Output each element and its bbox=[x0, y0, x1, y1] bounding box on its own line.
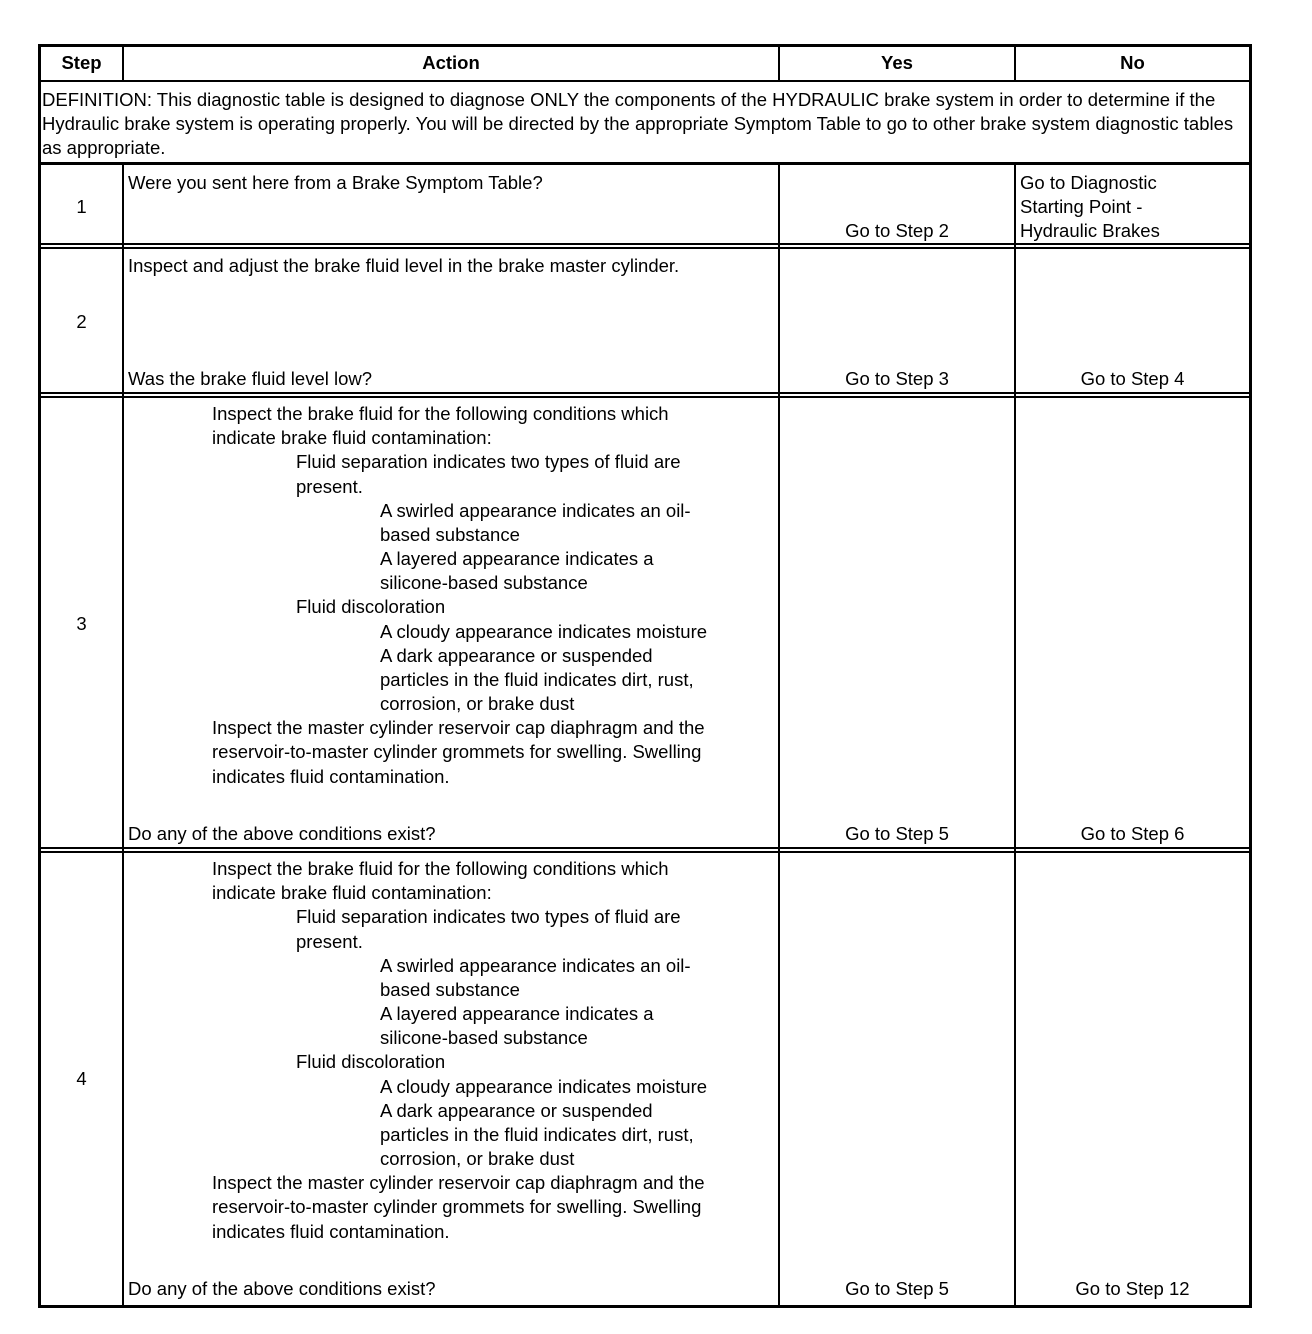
col-rule bbox=[778, 164, 780, 1306]
action-line: particles in the fluid indicates dirt, rust, bbox=[380, 669, 694, 690]
action-line: indicate brake fluid contamination: bbox=[212, 882, 492, 903]
action-line: A layered appearance indicates a bbox=[380, 548, 654, 569]
row-rule bbox=[38, 847, 1252, 849]
action-line: A cloudy appearance indicates moisture bbox=[380, 1076, 708, 1097]
action-text: Were you sent here from a Brake Symptom Table? bbox=[128, 172, 543, 193]
no-action: Go to Step 4 bbox=[1080, 368, 1185, 389]
header-yes: Yes bbox=[881, 52, 913, 73]
action-line: A layered appearance indicates a bbox=[380, 1003, 654, 1024]
no-action: Go to Step 12 bbox=[1075, 1278, 1190, 1299]
definition-text: DEFINITION: This diagnostic table is designed to diagnose ONLY the components of the HYDRAULIC brake system in order to determine if the Hydraulic brake system is operating properly. You will be directed by the appropriate Symptom Table to go to other brake system diagnostic tables as appropriate. bbox=[42, 89, 1234, 159]
action-line: indicates fluid contamination. bbox=[212, 766, 450, 787]
action-line: Fluid discoloration bbox=[296, 596, 446, 617]
question-text: Do any of the above conditions exist? bbox=[128, 823, 436, 844]
action-line: Fluid separation indicates two types of fluid are bbox=[296, 906, 681, 927]
table-border-left bbox=[38, 44, 41, 1308]
action-line: Inspect the master cylinder reservoir cap diaphragm and the bbox=[212, 717, 705, 738]
question-text: Was the brake fluid level low? bbox=[128, 368, 373, 389]
row-rule bbox=[38, 243, 1252, 245]
step-number: 1 bbox=[76, 196, 87, 217]
action-line: Fluid discoloration bbox=[296, 1051, 446, 1072]
table-border-top bbox=[38, 44, 1252, 47]
action-line: Inspect the master cylinder reservoir cap diaphragm and the bbox=[212, 1172, 705, 1193]
step-number: 4 bbox=[76, 1068, 87, 1089]
step-number: 2 bbox=[76, 311, 87, 332]
action-line: A dark appearance or suspended bbox=[380, 645, 653, 666]
action-line: corrosion, or brake dust bbox=[380, 1148, 575, 1169]
action-line: Inspect the brake fluid for the following conditions which bbox=[212, 403, 669, 424]
yes-action: Go to Step 2 bbox=[845, 220, 949, 241]
action-line: Fluid separation indicates two types of fluid are bbox=[296, 451, 681, 472]
diagnostic-table bbox=[38, 44, 1252, 1308]
action-line: reservoir-to-master cylinder grommets for swelling. Swelling bbox=[212, 741, 702, 762]
action-line: A swirled appearance indicates an oil- bbox=[380, 500, 691, 521]
action-line: present. bbox=[296, 476, 363, 497]
col-rule bbox=[122, 164, 124, 1306]
step-number: 3 bbox=[76, 613, 87, 634]
no-action-line: Hydraulic Brakes bbox=[1020, 220, 1160, 241]
action-text: Inspect and adjust the brake fluid level in the brake master cylinder. bbox=[128, 255, 680, 276]
action-line: silicone-based substance bbox=[380, 572, 588, 593]
row-rule bbox=[38, 396, 1252, 398]
action-line: based substance bbox=[380, 979, 520, 1000]
action-line: based substance bbox=[380, 524, 520, 545]
action-line: indicate brake fluid contamination: bbox=[212, 427, 492, 448]
row-rule bbox=[38, 392, 1252, 394]
action-line: present. bbox=[296, 931, 363, 952]
yes-action: Go to Step 5 bbox=[845, 823, 949, 844]
row-rule bbox=[38, 247, 1252, 249]
action-line: A dark appearance or suspended bbox=[380, 1100, 653, 1121]
header-step: Step bbox=[61, 52, 102, 73]
col-rule bbox=[1014, 164, 1016, 1306]
yes-action: Go to Step 3 bbox=[845, 368, 949, 389]
yes-action: Go to Step 5 bbox=[845, 1278, 949, 1299]
no-action-line: Go to Diagnostic bbox=[1020, 172, 1157, 193]
table-border-right bbox=[1249, 44, 1252, 1308]
action-line: A cloudy appearance indicates moisture bbox=[380, 621, 708, 642]
action-line: indicates fluid contamination. bbox=[212, 1221, 450, 1242]
action-line: Inspect the brake fluid for the following conditions which bbox=[212, 858, 669, 879]
no-action-line: Starting Point - bbox=[1020, 196, 1143, 217]
definition-rule bbox=[38, 162, 1252, 165]
action-line: particles in the fluid indicates dirt, rust, bbox=[380, 1124, 694, 1145]
header-rule bbox=[38, 80, 1252, 82]
action-line: corrosion, or brake dust bbox=[380, 693, 575, 714]
table-border-bottom bbox=[38, 1305, 1252, 1308]
question-text: Do any of the above conditions exist? bbox=[128, 1278, 436, 1299]
action-line: reservoir-to-master cylinder grommets for swelling. Swelling bbox=[212, 1196, 702, 1217]
action-line: A swirled appearance indicates an oil- bbox=[380, 955, 691, 976]
header-no: No bbox=[1120, 52, 1145, 73]
action-line: silicone-based substance bbox=[380, 1027, 588, 1048]
no-action: Go to Step 6 bbox=[1080, 823, 1185, 844]
header-action: Action bbox=[422, 52, 480, 73]
row-rule bbox=[38, 851, 1252, 853]
